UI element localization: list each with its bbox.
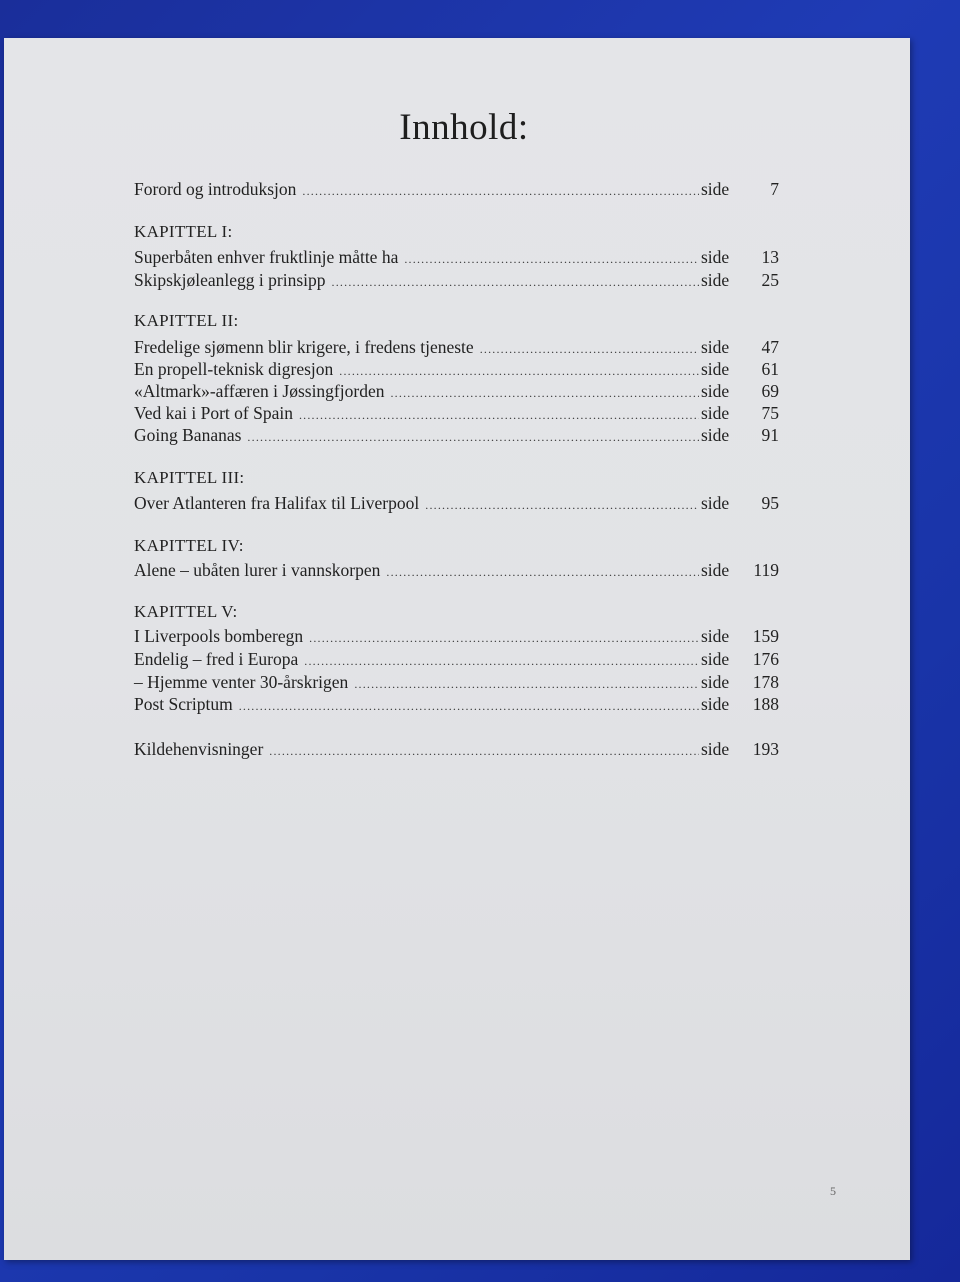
toc-entry-label: Ved kai i Port of Spain (134, 403, 293, 423)
toc-entry-label: – Hjemme venter 30-årskrigen (134, 672, 349, 692)
toc-entry (134, 648, 779, 670)
toc-entry (134, 559, 779, 581)
leader-dots (309, 627, 699, 649)
toc-side-label: side (701, 337, 730, 357)
toc-side-label: side (701, 381, 730, 401)
toc-entry-label: Endelig – fred i Europa (134, 649, 299, 669)
toc-entry (134, 246, 779, 268)
chapter-heading-3: KAPITTEL III: (134, 468, 245, 487)
leader-dots (480, 338, 699, 360)
toc-side-label: side (701, 493, 730, 513)
toc-entry-label: Over Atlanteren fra Halifax til Liverpool (134, 493, 420, 513)
toc-side-label: side (701, 672, 730, 692)
toc-page-number: 47 (761, 337, 779, 357)
toc-page-number: 95 (761, 493, 779, 513)
toc-entry-label: En propell-teknisk digresjon (134, 359, 334, 379)
toc-side-label: side (701, 403, 730, 423)
leader-dots (425, 494, 699, 516)
leader-dots (269, 740, 699, 762)
leader-dots (339, 360, 699, 382)
toc-side-label: side (701, 179, 730, 199)
page-folio-number: 5 (830, 1184, 836, 1198)
toc-entry (134, 358, 779, 380)
toc-entry-label: Post Scriptum (134, 694, 233, 714)
leader-dots (302, 180, 699, 202)
chapter-heading-1: KAPITTEL I: (134, 222, 233, 241)
toc-page-number: 75 (761, 403, 779, 423)
toc-side-label: side (701, 694, 730, 714)
toc-entry (134, 671, 779, 693)
toc-page-number: 69 (761, 381, 779, 401)
toc-page-number: 176 (752, 649, 779, 669)
toc-page-number: 193 (752, 739, 779, 759)
toc-page-number: 188 (752, 694, 779, 714)
toc-side-label: side (701, 425, 730, 445)
leader-dots (354, 673, 699, 695)
toc-side-label: side (701, 649, 730, 669)
leader-dots (332, 271, 699, 293)
toc-entry-label: Superbåten enhver fruktlinje måtte ha (134, 247, 399, 267)
toc-entry-label: «Altmark»-affæren i Jøssingfjorden (134, 381, 385, 401)
leader-dots (390, 382, 699, 404)
toc-side-label: side (701, 270, 730, 290)
toc-page-number: 91 (761, 425, 779, 445)
chapter-heading-4: KAPITTEL IV: (134, 536, 244, 555)
leader-dots (299, 404, 699, 426)
toc-entry-foreword (134, 178, 779, 200)
toc-entry (134, 336, 779, 358)
toc-side-label: side (701, 247, 730, 267)
leader-dots (239, 695, 699, 717)
toc-side-label: side (701, 739, 730, 759)
chapter-heading-5: KAPITTEL V: (134, 602, 238, 621)
toc-entry (134, 424, 779, 446)
page-title: Innhold: (399, 107, 529, 148)
leader-dots (247, 426, 699, 448)
toc-side-label: side (701, 560, 730, 580)
toc-side-label: side (701, 626, 730, 646)
toc-entry-label: Kildehenvisninger (134, 739, 264, 759)
chapter-heading-2: KAPITTEL II: (134, 311, 239, 330)
toc-entry (134, 402, 779, 424)
toc-entry-label: Fredelige sjømenn blir krigere, i fredens tjeneste (134, 337, 474, 357)
toc-side-label: side (701, 359, 730, 379)
toc-entry (134, 492, 779, 514)
toc-page-number: 178 (752, 672, 779, 692)
document-page (4, 38, 910, 1260)
leader-dots (304, 650, 699, 672)
toc-page-number: 7 (770, 179, 779, 199)
toc-entry-label: Alene – ubåten lurer i vannskorpen (134, 560, 381, 580)
toc-entry-label: Skipskjøleanlegg i prinsipp (134, 270, 326, 290)
toc-entry-label: Forord og introduksjon (134, 179, 297, 199)
toc-page-number: 61 (761, 359, 779, 379)
toc-entry-label: I Liverpools bomberegn (134, 626, 304, 646)
toc-entry (134, 380, 779, 402)
toc-entry-references (134, 738, 779, 760)
leader-dots (404, 248, 699, 270)
toc-entry (134, 269, 779, 291)
toc-page-number: 159 (752, 626, 779, 646)
toc-entry (134, 625, 779, 647)
toc-entry (134, 693, 779, 715)
toc-entry-label: Going Bananas (134, 425, 242, 445)
toc-page-number: 13 (761, 247, 779, 267)
toc-page-number: 25 (761, 270, 779, 290)
toc-page-number: 119 (753, 560, 779, 580)
leader-dots (386, 561, 699, 583)
